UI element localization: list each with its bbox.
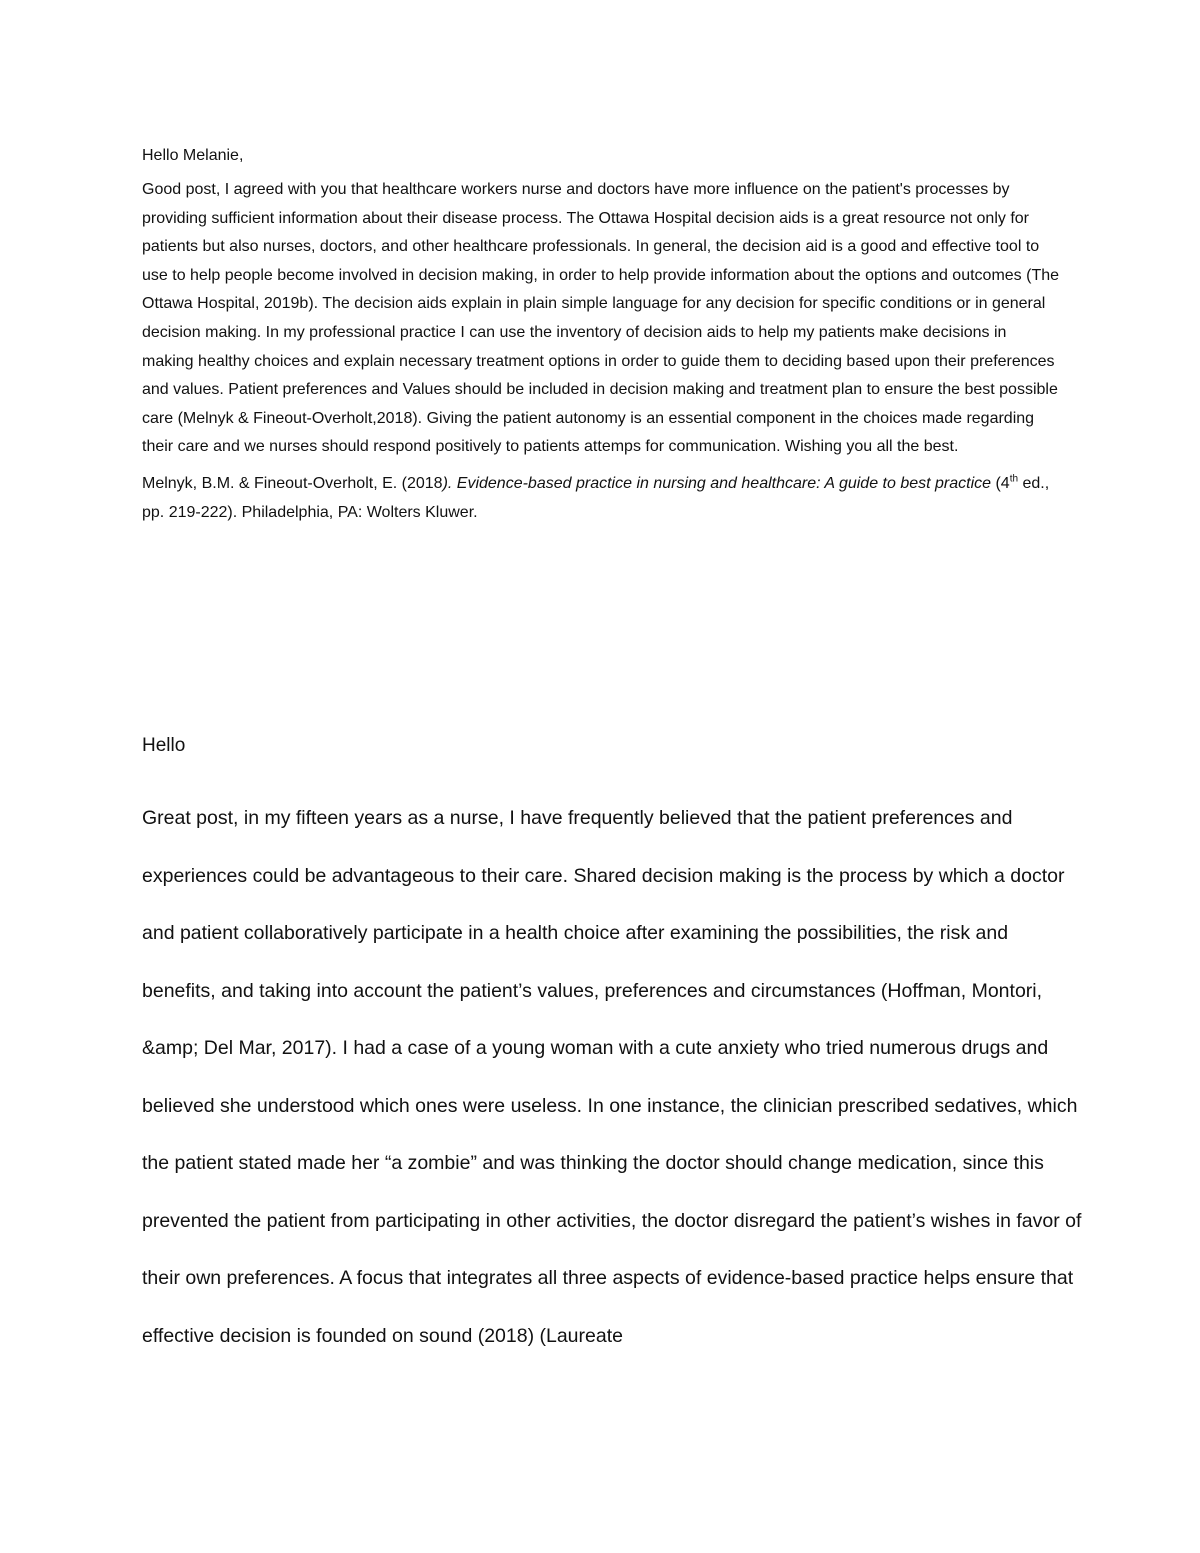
reference-citation — [142, 470, 1062, 527]
reply-body-paragraph: Good post, I agreed with you that healthcare workers nurse and doctors have more influence on the patient's processes by providing sufficient information about their disease process. The Ottawa Hospital decision aids is a great resource not only for patients but also nurses, doctors, and other healthcare professionals. In general, the decision aid is a good and effective tool to use to help people become involved in decision making, in order to help provide information about the options and outcomes (The Ottawa Hospital, 2019b). The decision aids explain in plain simple language for any decision for specific conditions or in general decision making. In my professional practice I can use the inventory of decision aids to help my patients make decisions in making healthy choices and explain necessary treatment options in order to guide them to deciding based upon their preferences and values. Patient preferences and Values should be included in decision making and treatment plan to ensure the best possible care (Melnyk & Fineout-Overholt,2018). Giving the patient autonomy is an essential component in the choices made regarding their care and we nurses should respond positively to patients attemps for communication. Wishing you all the best. — [142, 181, 1060, 456]
reference-authors: Melnyk, B.M. & Fineout-Overholt, E. (2018 — [142, 474, 443, 492]
reference-title: ). Evidence-based practice in nursing and healthcare: A guide to best practice — [442, 474, 992, 492]
second-reply — [142, 730, 1082, 1365]
reference-publisher: ed., pp. 219-222). Philadelphia, PA: Wolters Kluwer. — [142, 474, 1050, 521]
reference-edition: (4 — [991, 474, 1010, 492]
reply-to-melanie — [142, 142, 1062, 527]
second-reply-body-paragraph: Great post, in my fifteen years as a nurse, I have frequently believed that the patient preferences and experiences could be advantageous to their care. Shared decision making is the process by which a doctor and patient collaboratively participate in a health choice after examining the possibilities, the risk and benefits, and taking into account the patient’s values, preferences and circumstances (Hoffman, Montori, &amp; Del Mar, 2017). I had a case of a young woman with a cute anxiety who tried numerous drugs and believed she understood which ones were useless. In one instance, the clinician prescribed sedatives, which the patient stated made her “a zombie” and was thinking the doctor should change medication, since this prevented the patient from participating in other activities, the doctor disregard the patient’s wishes in favor of their own preferences. A focus that integrates all three aspects of evidence-based practice helps ensure that effective decision is founded on sound (2018) (Laureate — [142, 807, 1082, 1347]
greeting-hello: Hello — [142, 735, 186, 756]
reference-edition-superscript: th — [1009, 473, 1019, 485]
greeting-melanie: Hello Melanie, — [142, 147, 244, 164]
